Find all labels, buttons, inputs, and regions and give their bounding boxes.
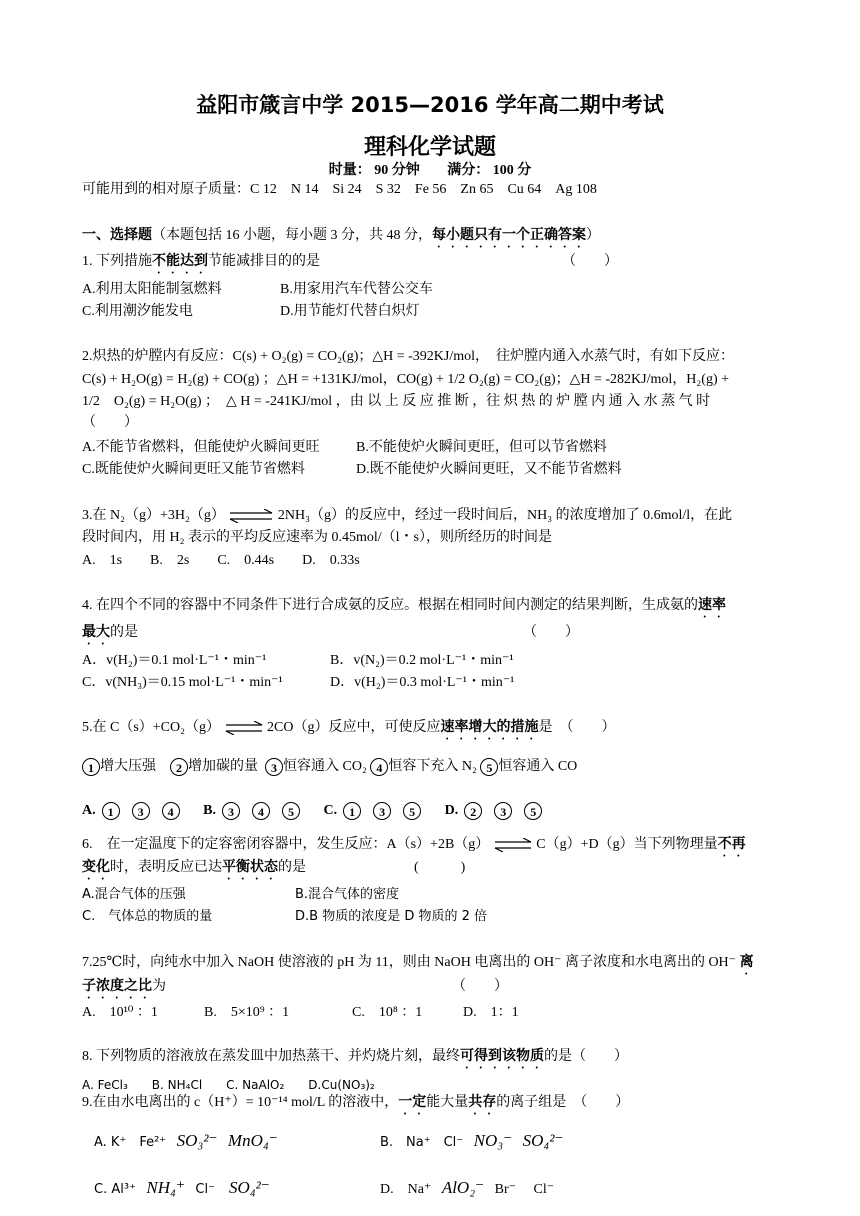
q4-line-2: 最大的是 <box>82 625 138 640</box>
q4-option-d: D．v(H₂)＝0.3 mol·L⁻¹・min⁻¹ <box>330 675 515 690</box>
q3-line-1: 3.在 N₂（g）+3H₂（g） 2NH₃（g）的反应中，经过一段时间后，NH₃ 的浓度增加了 0.6mol/l，在此 <box>82 508 733 523</box>
q9-option-a: A. K⁺ Fe²⁺ SO₃²⁻ MnO₄⁻ <box>94 1131 278 1150</box>
q6-option-c: C. 气体总的物质的量 <box>82 909 213 924</box>
q2-line-1: 2.炽热的炉膛内有反应：C(s) + O₂(g) = CO₂(g)；△H = -392KJ/mol， 往炉膛内通入水蒸气时，有如下反应： <box>82 349 735 364</box>
q7-option-d: D. 1：1 <box>463 1005 519 1020</box>
q7-option-b: B. 5×10⁹ ：1 <box>204 1005 290 1020</box>
exam-subtitle: 理科化学试题 <box>363 135 496 160</box>
q2-option-b: B.不能使炉火瞬间更旺，但可以节省燃料 <box>356 440 607 455</box>
q3-options: A. 1s B. 2s C. 0.44s D. 0.33s <box>82 553 360 568</box>
q8-line-1: 8. 下列物质的溶液放在蒸发皿中加热蒸干、并灼烧片刻，最终可得到该物质的是（ ） <box>82 1049 628 1064</box>
answer-paren: （ ） <box>82 415 138 430</box>
q4-option-c: C．v(NH₃)＝0.15 mol·L⁻¹・min⁻¹ <box>82 675 283 690</box>
q6-option-a: A.混合气体的压强 <box>82 887 186 902</box>
q4-option-b: B．v(N₂)＝0.2 mol·L⁻¹・min⁻¹ <box>330 653 514 668</box>
circled-number: 5 <box>480 758 498 776</box>
circled-number: 2 <box>170 758 188 776</box>
q2-line-2: C(s) + H₂O(g) = H₂(g) + CO(g) ；△H = +131KJ/mol，CO(g) + 1/2 O₂(g) = CO₂(g)；△H = -282KJ/mol，H₂(g) + <box>82 372 730 387</box>
equilibrium-arrow-icon <box>228 509 274 523</box>
q6-line-2: 变化时，表明反应已达平衡状态的是 <box>82 860 306 875</box>
q9-option-c: C. Al³⁺ NH₄⁺ Cl⁻ SO₄²⁻ <box>94 1178 270 1197</box>
q1-option-d: D.用节能灯代替白炽灯 <box>280 304 420 319</box>
answer-paren: （ ） <box>452 979 508 994</box>
q5-options: A. 1 3 4 B. 3 4 5 C. 1 3 5 D. 2 3 5 <box>82 801 548 821</box>
atomic-masses: 可能用到的相对原子质量：C 12 N 14 Si 24 S 32 Fe 56 Zn 65 Cu 64 Ag 108 <box>82 182 597 197</box>
q1-option-b: B.用家用汽车代替公交车 <box>280 282 433 297</box>
q2-option-d: D.既不能使炉火瞬间更旺，又不能节省燃料 <box>356 462 622 477</box>
q7-line-1: 7.25℃时，向纯水中加入 NaOH 使溶液的 pH 为 11，则由 NaOH 电离出的 OH⁻ 离子浓度和水电离出的 OH⁻ 离 <box>82 955 754 970</box>
q7-option-c: C. 10⁸ ：1 <box>352 1005 423 1020</box>
q1-option-c: C.利用潮汐能发电 <box>82 304 193 319</box>
q5-line-1: 5.在 C（s）+CO₂（g） 2CO（g）反应中，可使反应速率增大的措施是 （ ） <box>82 720 616 735</box>
exam-score: 满分： 100 分 <box>447 163 532 178</box>
q9-option-b: B. Na⁺ Cl⁻ NO₃⁻ SO₄²⁻ <box>380 1131 564 1150</box>
q7-option-a: A. 10¹⁰ ：1 <box>82 1005 158 1020</box>
circled-number: 4 <box>370 758 388 776</box>
equilibrium-arrow-icon <box>493 838 533 852</box>
q4-option-a: A．v(H₂)＝0.1 mol·L⁻¹・min⁻¹ <box>82 653 267 668</box>
q9-line-1: 9.在由水电离出的 c（H⁺）= 10⁻¹⁴ mol/L 的溶液中，一定能大量共存的离子组是 （ ） <box>82 1095 630 1110</box>
q6-option-b: B.混合气体的密度 <box>295 887 400 902</box>
q3-line-2: 段时间内，用 H₂ 表示的平均反应速率为 0.45mol/（l・s），则所经历的时间是 <box>82 530 552 545</box>
q2-line-3: 1/2 O₂(g) = H₂O(g) ； △ H = -241KJ/mol ，由 以 上 反 应 推 断 ，往 炽 热 的 炉 膛 内 通 入 水 蒸 气 时 <box>82 394 711 409</box>
q4-line-1: 4. 在四个不同的容器中不同条件下进行合成氨的反应。根据在相同时间内测定的结果判断，生成氨的速率 <box>82 598 726 613</box>
answer-paren: （ ） <box>562 254 618 269</box>
circled-number: 1 <box>82 758 100 776</box>
q1-option-a: A.利用太阳能制氢燃料 <box>82 282 222 297</box>
exam-meta <box>0 159 860 179</box>
circled-number: 3 <box>265 758 283 776</box>
answer-paren: （ ） <box>523 625 579 640</box>
q6-option-d: D.B 物质的浓度是 D 物质的 2 倍 <box>295 909 488 924</box>
q8-options: A. FeCl₃ B. NH₄Cl C. NaAlO₂ D.Cu(NO₃)₂ <box>82 1078 375 1092</box>
answer-paren: ( ) <box>414 860 466 875</box>
equilibrium-arrow-icon <box>224 721 264 735</box>
q2-option-c: C.既能使炉火瞬间更旺又能节省燃料 <box>82 462 305 477</box>
q5-measures: 1 增大压强 2 增加碳的量 3 恒容通入 CO₂ 4 恒容下充入 N₂ 5 恒容通入 CO <box>82 757 577 777</box>
exam-title: 益阳市箴言中学 2015—2016 学年高二期中考试 <box>196 93 664 117</box>
q9-option-d: D. Na⁺ AlO₂⁻ Br⁻ Cl⁻ <box>380 1178 555 1197</box>
q2-option-a: A.不能节省燃料，但能使炉火瞬间更旺 <box>82 440 320 455</box>
section-heading: 一、选择题（本题包括 16 小题，每小题 3 分，共 48 分，每小题只有一个正确答案） <box>82 228 600 243</box>
exam-time: 时量： 90 分钟 <box>328 163 420 178</box>
question-1-stem: 1. 下列措施不能达到节能减排目的的是 <box>82 254 320 269</box>
q7-line-2: 子浓度之比为 <box>82 979 166 994</box>
q6-line-1: 6. 在一定温度下的定容密闭容器中，发生反应：A（s）+2B（g） C（g）+D（g）当下列物理量不再 <box>82 837 746 852</box>
